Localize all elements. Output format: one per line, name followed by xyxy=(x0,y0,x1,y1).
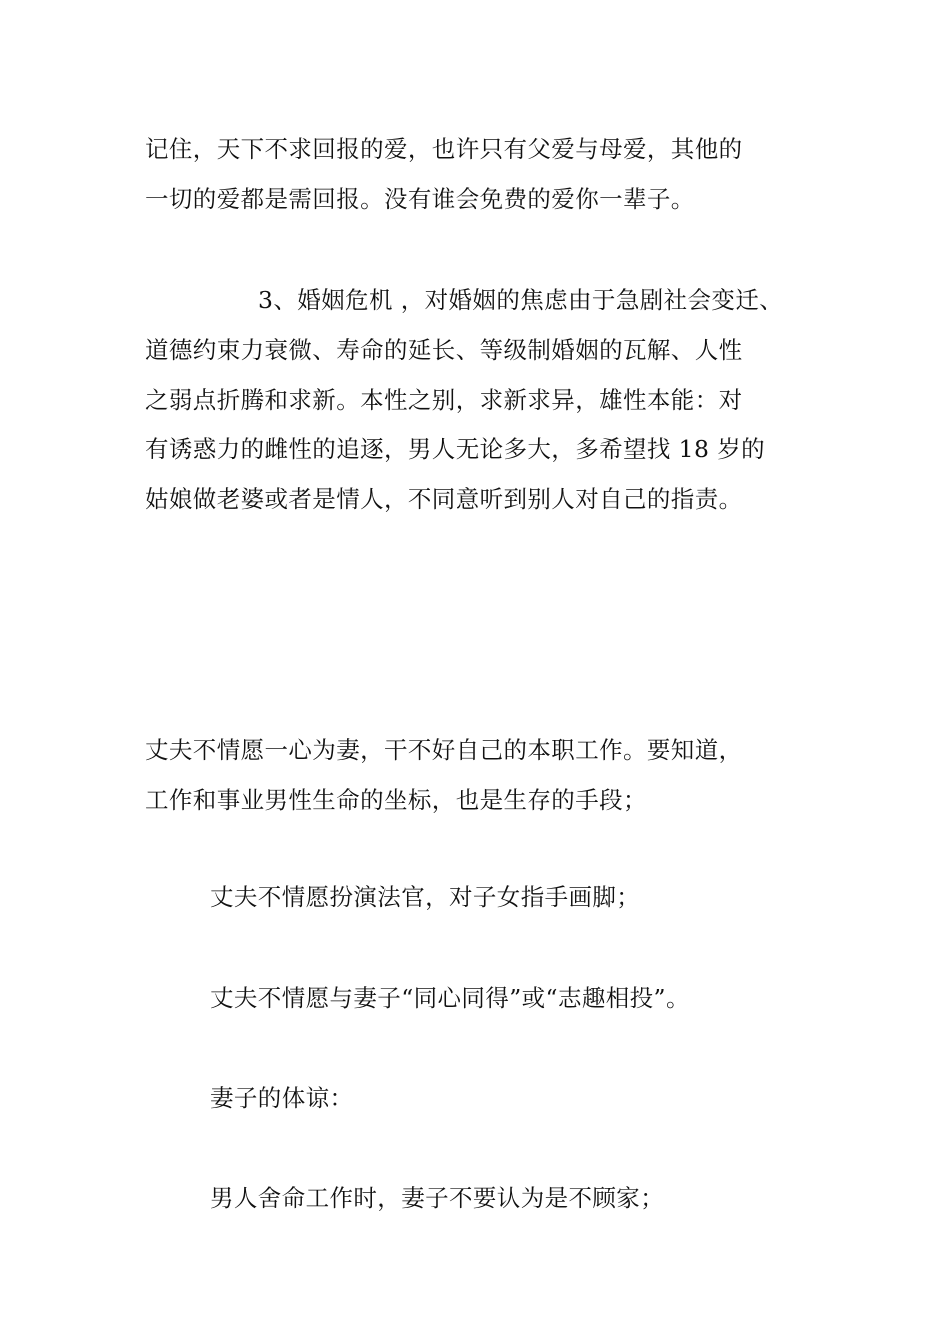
paragraph-5: 丈夫不情愿与妻子“同心同得”或“志趣相投”。 xyxy=(210,984,690,1012)
paragraph-1-line-2: 一切的爱都是需回报。没有谁会免费的爱你一辈子。 xyxy=(145,185,695,213)
paragraph-4: 丈夫不情愿扮演法官，对子女指手画脚； xyxy=(210,883,641,911)
paragraph-1-line-1: 记住，天下不求回报的爱，也许只有父爱与母爱，其他的 xyxy=(145,135,743,163)
paragraph-3-line-2: 工作和事业男性生命的坐标，也是生存的手段； xyxy=(145,786,647,814)
paragraph-2-line-4: 有诱惑力的雌性的追逐，男人无论多大，多希望找 18 岁的 xyxy=(145,435,766,463)
paragraph-2-line-5: 姑娘做老婆或者是情人，不同意听到别人对自己的指责。 xyxy=(145,485,743,513)
paragraph-2-line-3: 之弱点折腾和求新。本性之别，求新求异，雄性本能：对 xyxy=(145,386,743,414)
paragraph-2-line-1: 3、婚姻危机 ，对婚姻的焦虑由于急剧社会变迁、 xyxy=(258,286,784,314)
paragraph-2-line-2: 道德约束力衰微、寿命的延长、等级制婚姻的瓦解、人性 xyxy=(145,336,743,364)
paragraph-6: 妻子的体谅： xyxy=(210,1084,354,1112)
paragraph-7: 男人舍命工作时，妻子不要认为是不顾家； xyxy=(210,1184,665,1212)
paragraph-3-line-1: 丈夫不情愿一心为妻，干不好自己的本职工作。要知道， xyxy=(145,736,743,764)
